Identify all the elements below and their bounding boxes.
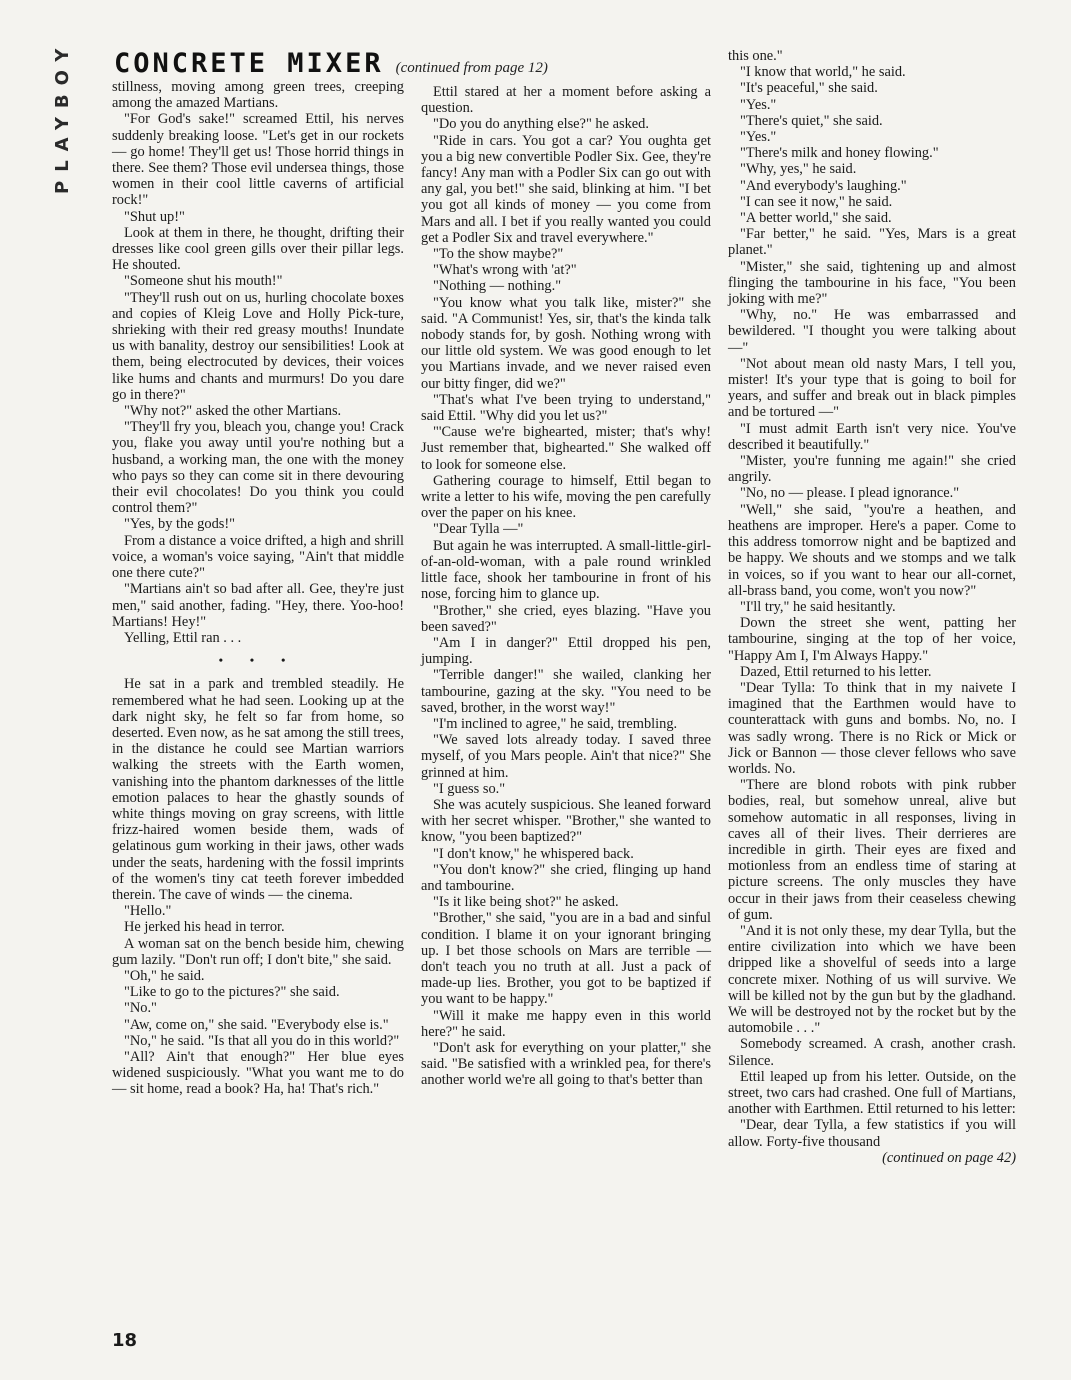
paragraph: stillness, moving among green trees, creeping among the amazed Martians. bbox=[112, 79, 404, 112]
paragraph: "There are blond robots with pink rubber bodies, real, but somehow unreal, alive but somehow automatic in all responses, living in caves all of their lives. Their derrieres are incredible in girth. Their eyes are fixed and motionless from an endless time of staring at picture screens. The only muscles they have occur in their jaws from their ceaseless chewing of gum. bbox=[728, 777, 1016, 923]
paragraph: "I guess so." bbox=[433, 780, 506, 797]
paragraph: "To the show maybe?" bbox=[433, 246, 564, 263]
article-header bbox=[114, 48, 614, 82]
paragraph: "We saved lots already today. I saved three myself, of you Mars people. Ain't that nice?" She grinned at him. bbox=[421, 732, 711, 781]
paragraph: "No." bbox=[124, 1000, 157, 1017]
paragraph: "No," he said. "Is that all you do in this world?" bbox=[124, 1032, 400, 1049]
text-column-1 bbox=[112, 79, 404, 1098]
paragraph: But again he was interrupted. A small-little-girl-of-an-old-woman, with a pale round wrinkled little face, shook her tambourine in front of his nose, forcing him to glance up. bbox=[421, 537, 711, 603]
paragraph: "Yes." bbox=[740, 129, 777, 146]
paragraph: "Dear Tylla: To think that in my naivete I imagined that the Earthmen would have to counterattack with guns and bombs. No, no. I was sadly wrong. There is no Rick or Mick or Jick or Bannon — those clever fellows who save worlds. No. bbox=[728, 679, 1016, 777]
paragraph: Ettil stared at her a moment before asking a question. bbox=[421, 84, 711, 117]
paragraph: "For God's sake!" screamed Ettil, his nerves suddenly breaking loose. "Let's get in our rockets — go home! They'll get us! Those horrid things in there. See them? Those evil undersea things, those women in their cool little caverns of artificial rock!" bbox=[112, 111, 404, 209]
paragraph: He sat in a park and trembled steadily. He remembered what he had seen. Looking up at the dark night sky, he felt so far from home, so deserted. Even now, as he sat among the still trees, in the distance he could see Martian warriors walking the streets with the Earth women, vanishing into the phantom darknesses of the little emotion palaces to hear the ghastly sounds of white things moving on gray screens, with little frizz-haired women beside them, wads of gelatinous gum working in their jaws, other wads under the seats, hardening with the fossil imprints of the women's tiny cat teeth forever imbedded therein. The cave of winds — the cinema. bbox=[112, 676, 404, 903]
paragraph: "That's what I've been trying to understand," said Ettil. "Why did you let us?" bbox=[421, 391, 711, 425]
paragraph: "Someone shut his mouth!" bbox=[124, 273, 283, 290]
paragraph: "Not about mean old nasty Mars, I tell you, mister! It's your type that is going to boil for years, and suffer and break out in black pimples and be tortured —" bbox=[728, 355, 1016, 421]
article-title: CONCRETE MIXER bbox=[114, 48, 384, 79]
paragraph: "What's wrong with 'at?" bbox=[433, 262, 577, 279]
paragraph: "I must admit Earth isn't very nice. You've described it beautifully." bbox=[728, 420, 1016, 453]
paragraph: "Martians ain't so bad after all. Gee, they're just men," said another, fading. "Hey, there. Yoo-hoo! Martians! Hey!" bbox=[112, 581, 404, 630]
paragraph: "Oh," he said. bbox=[124, 967, 205, 984]
paragraph: A woman sat on the bench beside him, chewing gum lazily. "Don't run off; I don't bite," she said. bbox=[112, 935, 404, 968]
paragraph: "You know what you talk like, mister?" she said. "A Communist! Yes, sir, that's the kinda talk nobody stands for, by gosh. Nothing wrong with our little old system. We was good enough to let you Martians invade, and we never raised even our bitty finger, did we?" bbox=[421, 294, 711, 392]
continued-note: (continued on page 42) bbox=[882, 1149, 1016, 1166]
paragraph: "They'll rush out on us, hurling chocolate boxes and copies of Kleig Love and Holly Pick-ture, shrieking with their red greasy mouths! Inundate us with banality, destroy our sensibilities! Look at them, being electrocuted by devices, their voices like hums and chants and murmurs! Do you dare go in there?" bbox=[112, 289, 404, 403]
paragraph: "Brother," she cried, eyes blazing. "Have you been saved?" bbox=[421, 602, 711, 635]
paragraph: "All? Ain't that enough?" Her blue eyes widened suspiciously. "What you want me to do — sit home, read a book? Ha, ha! That's rich." bbox=[112, 1048, 404, 1098]
section-break: • • • bbox=[218, 653, 298, 668]
paragraph: "Why, no." He was embarrassed and bewildered. "I thought you were talking about —" bbox=[728, 307, 1016, 356]
paragraph: "I'll try," he said hesitantly. bbox=[740, 598, 896, 615]
paragraph: "'Cause we're bighearted, mister; that's why! Just remember that, bighearted." She walked off to look for someone else. bbox=[421, 424, 711, 473]
paragraph: "I don't know," he whispered back. bbox=[433, 845, 634, 862]
paragraph: "And everybody's laughing." bbox=[740, 177, 907, 194]
paragraph: this one." bbox=[728, 48, 783, 64]
paragraph: "Dear Tylla —" bbox=[433, 521, 524, 538]
paragraph: "Like to go to the pictures?" she said. bbox=[124, 984, 340, 1001]
paragraph: "Ride in cars. You got a car? You oughta get you a big new convertible Podler Six. Gee, they're fancy! Any man with a Podler Six can go out with any gal, you bet!" she said, blinking at him. "I bet you got all kinds of money — you come from Mars and all. I bet if you really wanted you could get a Podler Six and travel everywhere." bbox=[421, 132, 711, 246]
paragraph: "There's quiet," she said. bbox=[740, 112, 883, 129]
paragraph: "And it is not only these, my dear Tylla, but the entire civilization into which we have been dripped like a shovelful of seeds into a large concrete mixer. Nothing of us will survive. We will be killed not by the gun but by the gladhand. We will be destroyed not by the rocket but by the automobile . . ." bbox=[728, 922, 1016, 1037]
paragraph: She was acutely suspicious. She leaned forward with her secret whisper. "Brother," she wanted to know, "you been baptized?" bbox=[421, 796, 711, 846]
paragraph: He jerked his head in terror. bbox=[124, 919, 285, 936]
text-column-3 bbox=[728, 48, 1016, 1166]
paragraph: "Brother," she said, "you are in a bad and sinful condition. I blame it on your ignorant bringing up. I bet those schools on Mars are terrible — don't teach you no truth at all. Just a pack of made-up lies. Brother, you got to be baptized if you want to be happy." bbox=[421, 910, 711, 1008]
paragraph: Gathering courage to himself, Ettil began to write a letter to his wife, moving the pen carefully over the paper on his knee. bbox=[421, 472, 711, 522]
paragraph: "Why, yes," he said. bbox=[740, 161, 857, 178]
paragraph: Somebody screamed. A crash, another crash. Silence. bbox=[728, 1036, 1016, 1069]
paragraph: "Don't ask for everything on your platter," she said. "Be satisfied with a wrinkled pea, for there's another world we're all going to that's better than bbox=[421, 1039, 711, 1089]
paragraph: "Shut up!" bbox=[124, 208, 185, 225]
paragraph: "Mister, you're funning me again!" she cried angrily. bbox=[728, 453, 1016, 486]
paragraph: "Mister," she said, tightening up and almost flinging the tambourine in his face, "You been joking with me?" bbox=[728, 258, 1016, 308]
paragraph: Look at them in there, he thought, drifting their dresses like cool green gills over their pillar legs. He shouted. bbox=[112, 224, 404, 274]
paragraph: "Why not?" asked the other Martians. bbox=[124, 403, 342, 420]
paragraph: "Will it make me happy even in this world here?" he said. bbox=[421, 1007, 711, 1040]
continuation-note: (continued from page 12) bbox=[395, 60, 548, 76]
paragraph: "Is it like being shot?" he asked. bbox=[433, 894, 619, 911]
paragraph: Dazed, Ettil returned to his letter. bbox=[740, 663, 932, 680]
text-column-2 bbox=[421, 84, 711, 1089]
paragraph: "Dear, dear Tylla, a few statistics if you will allow. Forty-five thousand bbox=[728, 1117, 1016, 1150]
paragraph: Down the street she went, patting her tambourine, singing at the top of her voice, "Happy Am I, I'm Always Happy." bbox=[728, 615, 1016, 664]
paragraph: "Hello." bbox=[124, 903, 172, 920]
paragraph: "A better world," she said. bbox=[740, 210, 892, 227]
magazine-side-tab: PLAYBOY bbox=[52, 39, 73, 194]
paragraph: "No, no — please. I plead ignorance." bbox=[740, 485, 960, 502]
paragraph: "Yes." bbox=[740, 96, 777, 113]
paragraph: "I can see it now," he said. bbox=[740, 193, 893, 210]
paragraph: Yelling, Ettil ran . . . bbox=[124, 629, 242, 646]
paragraph: From a distance a voice drifted, a high and shrill voice, a woman's voice saying, "Ain't that middle one there cute?" bbox=[112, 532, 404, 582]
paragraph: "Yes, by the gods!" bbox=[124, 516, 236, 533]
paragraph: "Aw, come on," she said. "Everybody else is." bbox=[124, 1016, 389, 1033]
paragraph: "I'm inclined to agree," he said, trembling. bbox=[433, 715, 678, 732]
paragraph: "You don't know?" she cried, flinging up hand and tambourine. bbox=[421, 861, 711, 894]
paragraph: "Nothing — nothing." bbox=[433, 278, 562, 295]
paragraph: "Am I in danger?" Ettil dropped his pen, jumping. bbox=[421, 634, 711, 668]
paragraph: "There's milk and honey flowing." bbox=[740, 145, 939, 162]
paragraph: "They'll fry you, bleach you, change you! Crack you, flake you away until you're nothing but a husband, a working man, the one with the money who pays so they can come sit in there devouring their evil chocolates! Do you think you could control them?" bbox=[112, 419, 404, 517]
paragraph: "It's peaceful," she said. bbox=[740, 80, 878, 97]
paragraph: Ettil leaped up from his letter. Outside, on the street, two cars had crashed. One full of Martians, another with Earthmen. Ettil returned to his letter: bbox=[728, 1068, 1016, 1118]
page-number: 18 bbox=[112, 1330, 138, 1351]
paragraph: "I know that world," he said. bbox=[740, 64, 906, 81]
paragraph: "Far better," he said. "Yes, Mars is a great planet." bbox=[728, 226, 1016, 259]
paragraph: "Well," she said, "you're a heathen, and heathens are improper. Here's a paper. Come to this address tomorrow night and be baptized and be happy. We shouts and we stomps and we talk in voices, so if you want to hear our all-cornet, all-brass band, you come, won't you now?" bbox=[728, 501, 1016, 599]
paragraph: "Do you do anything else?" he asked. bbox=[433, 116, 649, 133]
paragraph: "Terrible danger!" she wailed, clanking her tambourine, gazing at the sky. "You need to be saved, brother, in the worst way!" bbox=[421, 667, 711, 716]
